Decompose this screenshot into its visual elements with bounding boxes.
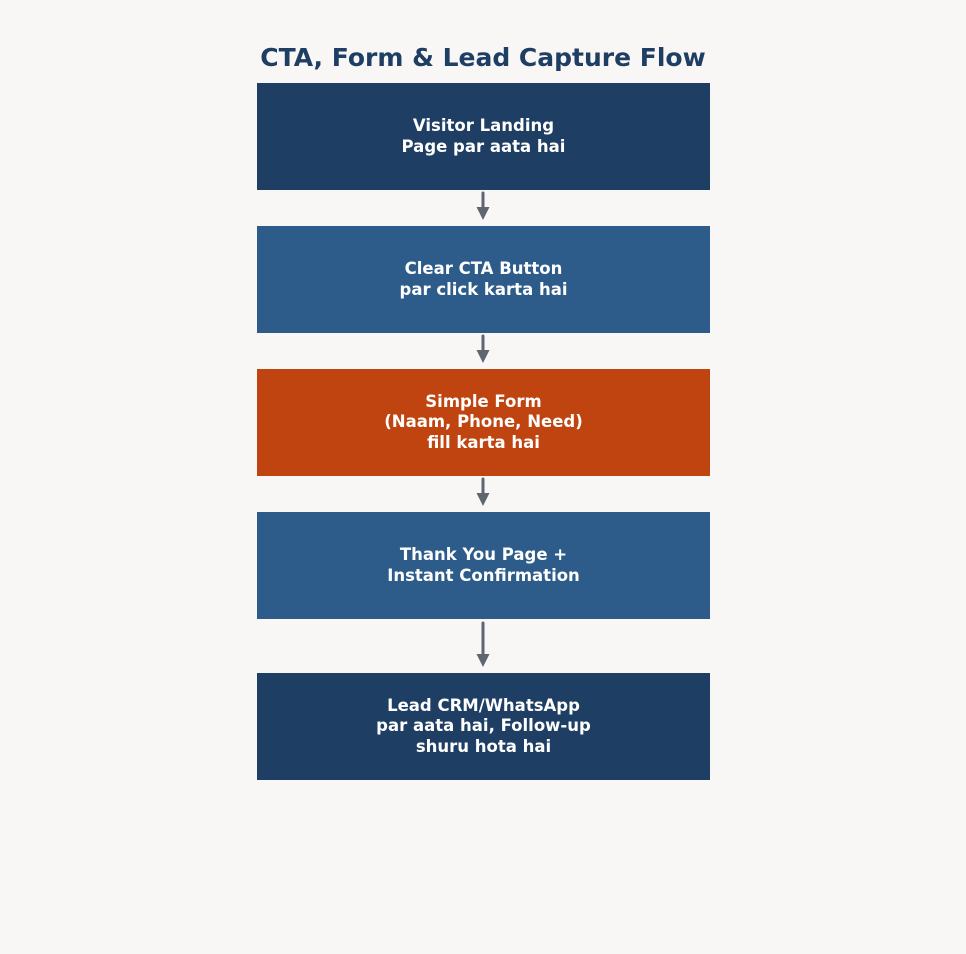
flow-step-label: Simple Form (Naam, Phone, Need) fill karta hai <box>384 391 583 452</box>
flow-step-visitor-landing <box>257 83 710 190</box>
arrow-step1-to-step2 <box>477 193 490 220</box>
flow-step-label: Visitor Landing Page par aata hai <box>401 116 566 156</box>
arrow-step4-to-step5 <box>477 623 490 667</box>
arrow-step2-to-step3 <box>477 336 490 363</box>
flow-step-simple-form <box>257 369 710 476</box>
flow-step-lead-crm <box>257 673 710 780</box>
arrow-step3-to-step4 <box>477 479 490 506</box>
flow-step-label: Thank You Page + Instant Confirmation <box>387 545 580 585</box>
flow-step-cta-click <box>257 226 710 333</box>
flow-step-label: Lead CRM/WhatsApp par aata hai, Follow-up shuru hota hai <box>376 695 591 756</box>
diagram-title: CTA, Form & Lead Capture Flow <box>260 43 706 72</box>
flow-step-label: Clear CTA Button par click karta hai <box>399 259 568 299</box>
flow-step-thank-you-page <box>257 512 710 619</box>
